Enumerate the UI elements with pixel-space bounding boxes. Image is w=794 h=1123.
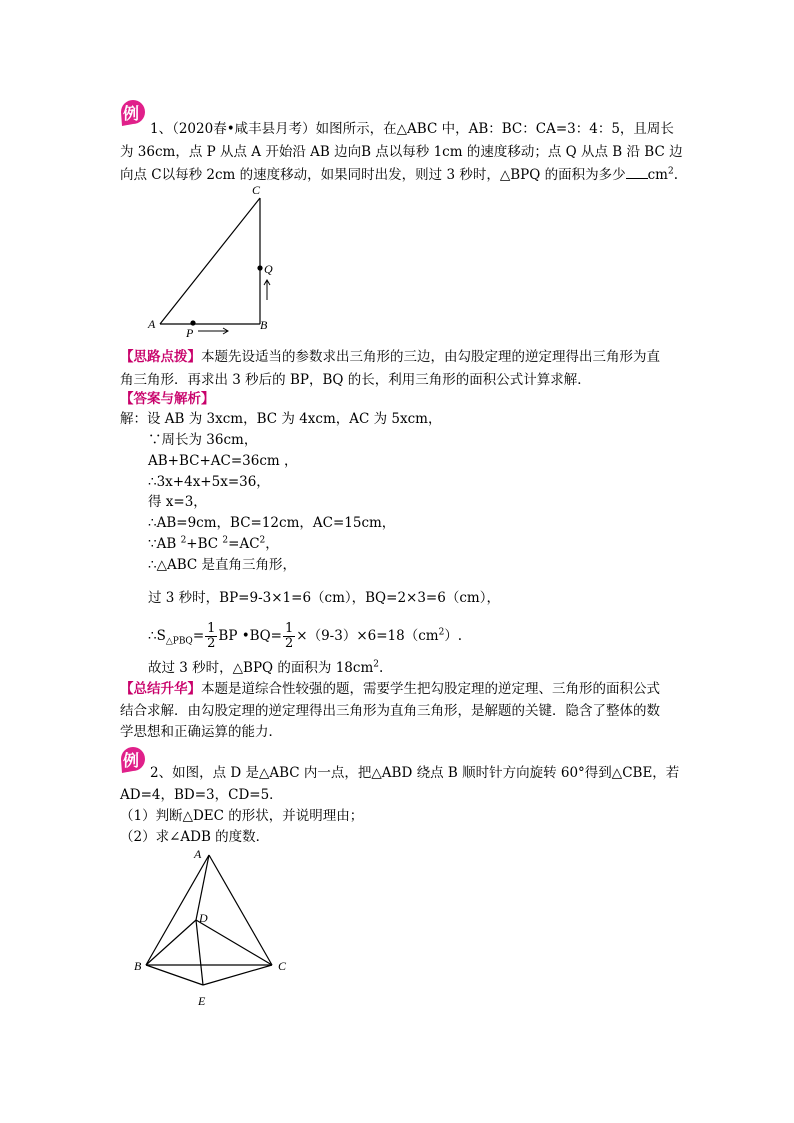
example1-line3-end: .	[673, 167, 678, 183]
example1-unit-sup: 2	[667, 166, 674, 177]
example2-question1: （1）判断△DEC 的形状，并说明理由；	[120, 808, 364, 824]
example2-line2: AD=4，BD=3，CD=5．	[120, 787, 283, 803]
answer-l10-sub: △PBQ	[165, 636, 193, 647]
example2-question2: （2）求∠ADB 的度数．	[120, 829, 270, 845]
summary-text1: 本题是道综合性较强的题，需要学生把勾股定理的逆定理、三角形的面积公式	[201, 681, 660, 697]
label-b: B	[260, 318, 268, 332]
figure-2-triangle	[128, 845, 298, 1015]
figure-1-triangle	[140, 180, 290, 340]
example2-line1: 2、如图，点 D 是△ABC 内一点，把△ABD 绕点 B 顺时针方向旋转 60°得到△CBE，若	[150, 765, 680, 781]
label-c: C	[278, 959, 287, 973]
answer-l7-d: ，	[265, 536, 279, 552]
fraction-half-2	[283, 622, 295, 651]
answer-l10-a: ∴S	[148, 628, 166, 644]
hint-line2: 角三角形．再求出 3 秒后的 BP，BQ 的长，利用三角形的面积公式计算求解．	[120, 372, 591, 388]
summary-line3: 学思想和正确运算的能力．	[120, 724, 282, 740]
label-d: D	[199, 911, 208, 925]
answer-l7-c: =AC	[228, 536, 260, 552]
example-badge-1	[118, 97, 148, 127]
fraction-denominator: 2	[207, 636, 216, 651]
label-a: A	[148, 317, 156, 331]
example-badge-text: 例	[123, 104, 140, 123]
fraction-numerator: 1	[207, 621, 216, 636]
label-p: P	[186, 326, 194, 340]
answer-line8: ∴△ABC 是直角三角形，	[148, 557, 297, 573]
answer-l7-sup3: 2	[259, 535, 266, 546]
answer-line7	[148, 534, 279, 554]
example1-line2: 为 36cm，点 P 从点 A 开始沿 AB 边向B 点以每秒 1cm 的速度移动；点 Q 从点 B 沿 BC 边	[120, 144, 683, 160]
example1-line3-text: 向点 C以每秒 2cm 的速度移动，如果同时出发，则过 3 秒时，△BPQ 的面积为多少	[120, 167, 626, 183]
answer-line9: 过 3 秒时，BP=9-3×1=6（cm），BQ=2×3=6（cm），	[148, 590, 500, 606]
answer-line3: AB+BC+AC=36cm ，	[148, 453, 298, 469]
example1-line1: 1、（2020春•咸丰县月考）如图所示，在△ABC 中，AB：BC：CA=3：4：5，且周长	[150, 121, 674, 137]
answer-line4: ∴3x+4x+5x=36，	[148, 474, 270, 490]
hint-line1	[120, 347, 660, 367]
fraction-half-1	[205, 622, 217, 651]
summary-line2: 结合求解．由勾股定理的逆定理得出三角形为直角三角形，是解题的关键．隐含了整体的数	[120, 703, 660, 719]
hint-text1: 本题先设适当的参数求出三角形的三边，由勾股定理的逆定理得出三角形为直	[201, 349, 660, 365]
label-e: E	[198, 994, 206, 1008]
answer-l11-a: 故过 3 秒时，△BPQ 的面积为 18cm	[148, 660, 374, 676]
answer-l11-b: .	[378, 660, 384, 676]
answer-line10	[148, 621, 462, 651]
answer-line6: ∴AB=9cm，BC=12cm，AC=15cm，	[148, 515, 396, 531]
answer-line5: 得 x=3，	[148, 494, 207, 510]
answer-l7-b: +BC	[186, 536, 223, 552]
label-a: A	[194, 847, 202, 861]
hint-tag: 【思路点拨】	[120, 349, 201, 365]
answer-l10-d: ）.	[444, 628, 463, 644]
summary-tag: 【总结升华】	[120, 681, 201, 697]
fraction-numerator: 1	[284, 621, 294, 636]
summary-line1	[120, 679, 660, 699]
answer-l11-sup: 2	[373, 659, 379, 670]
answer-tag: 【答案与解析】	[120, 391, 215, 407]
label-q: Q	[264, 262, 273, 276]
answer-l10-eq: =	[192, 628, 205, 644]
answer-l10-c: ×（9-3）×6=18（cm	[296, 628, 439, 644]
example-badge-text: 例	[123, 751, 140, 770]
answer-l7-a: ∵AB	[148, 536, 181, 552]
answer-blank	[626, 165, 648, 179]
label-c: C	[252, 183, 261, 197]
example-badge-2	[118, 744, 148, 774]
fraction-denominator: 2	[284, 636, 294, 651]
label-b: B	[134, 959, 142, 973]
answer-line2: ∵周长为 36cm，	[148, 432, 258, 448]
answer-l7-sup2: 2	[222, 535, 229, 546]
answer-l10-sup: 2	[438, 627, 445, 638]
answer-line11	[148, 658, 383, 678]
answer-l7-sup1: 2	[180, 535, 187, 546]
answer-line1: 解：设 AB 为 3xcm，BC 为 4xcm，AC 为 5xcm，	[120, 411, 442, 427]
answer-l10-b: BP •BQ=	[218, 628, 282, 644]
example1-unit: cm	[647, 167, 668, 183]
